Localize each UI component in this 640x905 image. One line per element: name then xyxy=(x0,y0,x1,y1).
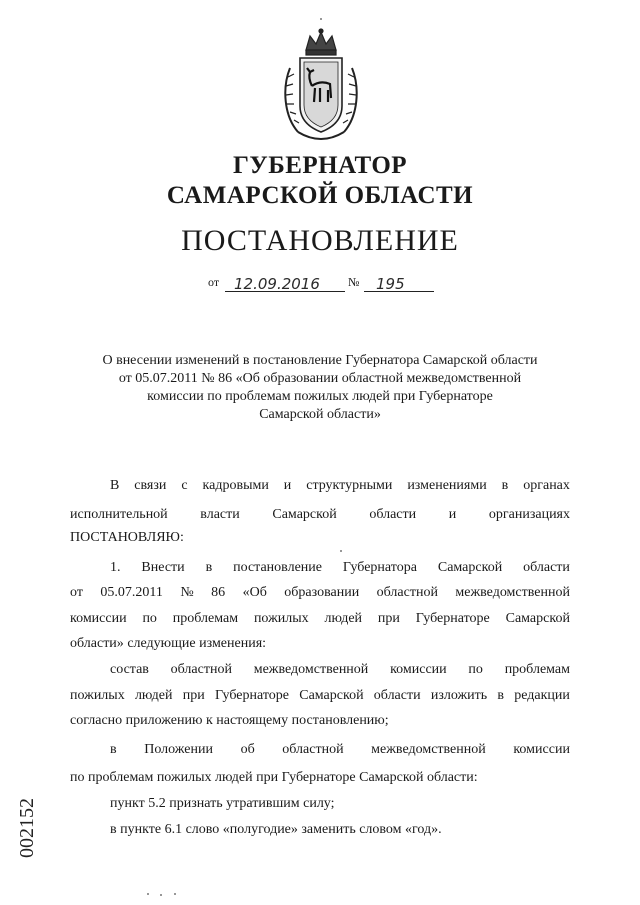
body-word: следующие xyxy=(127,636,196,651)
body-word: области xyxy=(369,507,417,522)
body-word: межведомственной xyxy=(371,742,486,757)
body-word: утратившим xyxy=(226,796,300,811)
body-line xyxy=(70,478,570,494)
body-word: пожилых xyxy=(70,688,125,703)
body-word: слово xyxy=(185,822,220,837)
body-word: Губернатора xyxy=(342,560,417,575)
body-word: области: xyxy=(426,770,478,785)
body-word: органах xyxy=(523,478,570,493)
body-word: Самарской xyxy=(299,688,364,703)
body-word: и xyxy=(448,507,457,522)
body-word: области» xyxy=(70,636,124,651)
date-prefix: от xyxy=(208,275,220,289)
body-word: В xyxy=(110,478,120,493)
body-word: 05.07.2011 xyxy=(100,585,163,600)
speck xyxy=(147,893,149,895)
body-word: проблемам xyxy=(88,770,154,785)
body-word: Самарской xyxy=(505,611,570,626)
body-line xyxy=(70,742,570,758)
body-word: структурными xyxy=(306,478,393,493)
body-word: 86 xyxy=(211,585,226,600)
body-word: области xyxy=(373,688,421,703)
body-word: людей xyxy=(134,688,173,703)
body-word: областной xyxy=(282,742,344,757)
body-word: по xyxy=(142,611,157,626)
body-word: силу; xyxy=(303,796,335,811)
body-word: исполнительной xyxy=(70,507,168,522)
body-word: пожилых xyxy=(156,770,212,785)
body-line xyxy=(70,530,570,546)
body-word: в xyxy=(497,688,505,703)
body-word: изменения: xyxy=(199,636,267,651)
body-word: об xyxy=(240,742,255,757)
body-word: по xyxy=(70,770,85,785)
body-word: состав xyxy=(110,662,149,677)
authority-name-line-2: САМАРСКОЙ ОБЛАСТИ xyxy=(166,182,474,209)
body-word: комиссии xyxy=(70,611,127,626)
side-stamp-number xyxy=(14,770,40,860)
body-word: Губернаторе xyxy=(281,770,356,785)
body-word: Самарской xyxy=(272,507,337,522)
body-word: кадровыми xyxy=(202,478,269,493)
body-word: Губернаторе xyxy=(415,611,490,626)
body-line xyxy=(70,713,570,729)
body-word: 5.2 xyxy=(148,796,166,811)
body-word: к xyxy=(205,713,213,728)
body-word: 6.1 xyxy=(164,822,183,837)
body-word: ПОСТАНОВЛЯЮ: xyxy=(70,530,184,545)
body-word: людей xyxy=(215,770,253,785)
body-word: при xyxy=(182,688,205,703)
speck xyxy=(320,18,322,20)
body-word: в xyxy=(110,822,117,837)
body-word: изменениями xyxy=(407,478,487,493)
number-prefix: № xyxy=(348,275,360,289)
body-word: 1. xyxy=(110,560,121,575)
body-word: межведомственной xyxy=(253,662,369,677)
body-word: проблемам xyxy=(172,611,239,626)
speck xyxy=(340,550,342,552)
body-line xyxy=(70,611,570,627)
body-word: Самарской xyxy=(359,770,424,785)
body-word: комиссии xyxy=(513,742,570,757)
body-word: связи xyxy=(134,478,167,493)
body-word: по xyxy=(468,662,483,677)
title-line: от 05.07.2011 № 86 «Об образовании областной межведомственной xyxy=(118,371,522,386)
body-line xyxy=(70,796,570,812)
coat-of-arms-icon xyxy=(276,28,366,146)
body-word: с xyxy=(181,478,188,493)
body-word: Положении xyxy=(144,742,213,757)
body-word: межведомственной xyxy=(455,585,570,600)
body-word: власти xyxy=(200,507,240,522)
body-word: постановление xyxy=(233,560,322,575)
body-word: в xyxy=(110,742,117,757)
body-word: Губернаторе xyxy=(214,688,289,703)
body-word: № xyxy=(180,585,194,600)
body-word: областной xyxy=(170,662,232,677)
body-word: организациях xyxy=(488,507,570,522)
body-line xyxy=(70,822,570,838)
body-word: Самарской xyxy=(437,560,503,575)
authority-name-line-1: ГУБЕРНАТОР xyxy=(232,152,408,179)
body-word: редакции xyxy=(514,688,570,703)
body-line xyxy=(70,585,570,601)
body-word: согласно xyxy=(70,713,123,728)
handwritten-date: 12.09.2016 xyxy=(234,275,320,293)
body-word: «год». xyxy=(405,822,442,837)
body-word: приложению xyxy=(125,713,203,728)
body-word: изложить xyxy=(430,688,488,703)
body-word: от xyxy=(70,585,83,600)
title-line: Самарской области» xyxy=(259,407,381,422)
body-line xyxy=(70,636,570,652)
speck xyxy=(174,893,176,895)
body-word: «полугодие» xyxy=(222,822,298,837)
body-line xyxy=(70,507,570,523)
body-word: в xyxy=(205,560,213,575)
body-word: людей xyxy=(324,611,363,626)
body-word: и xyxy=(283,478,292,493)
body-word: области xyxy=(523,560,570,575)
body-word: при xyxy=(256,770,279,785)
body-line xyxy=(70,688,570,704)
document-type: ПОСТАНОВЛЕНИЕ xyxy=(181,224,459,257)
body-word: комиссии xyxy=(390,662,447,677)
body-word: проблемам xyxy=(504,662,570,677)
body-word: настоящему xyxy=(216,713,289,728)
body-word: «Об xyxy=(242,585,267,600)
body-word: областной xyxy=(376,585,438,600)
document-title xyxy=(60,352,580,424)
body-word: в xyxy=(501,478,509,493)
body-line xyxy=(70,770,570,786)
handwritten-number: 195 xyxy=(376,275,405,293)
title-line: комиссии по проблемам пожилых людей при Губернаторе xyxy=(147,389,493,404)
body-line xyxy=(70,662,570,678)
body-line xyxy=(70,560,570,576)
body-word: образовании xyxy=(284,585,360,600)
body-word: Внести xyxy=(141,560,185,575)
body-word: признать xyxy=(169,796,223,811)
body-word: пункт xyxy=(110,796,145,811)
body-word: словом xyxy=(359,822,402,837)
body-word: пожилых xyxy=(253,611,309,626)
body-word: постановлению; xyxy=(291,713,389,728)
body-word: заменить xyxy=(301,822,356,837)
side-stamp-text: 002152 xyxy=(16,798,38,858)
title-line: О внесении изменений в постановление Губернатора Самарской области xyxy=(102,353,538,368)
date-number-line xyxy=(208,270,438,294)
speck xyxy=(160,894,162,896)
body-word: при xyxy=(377,611,400,626)
body-word: пункте xyxy=(120,822,162,837)
